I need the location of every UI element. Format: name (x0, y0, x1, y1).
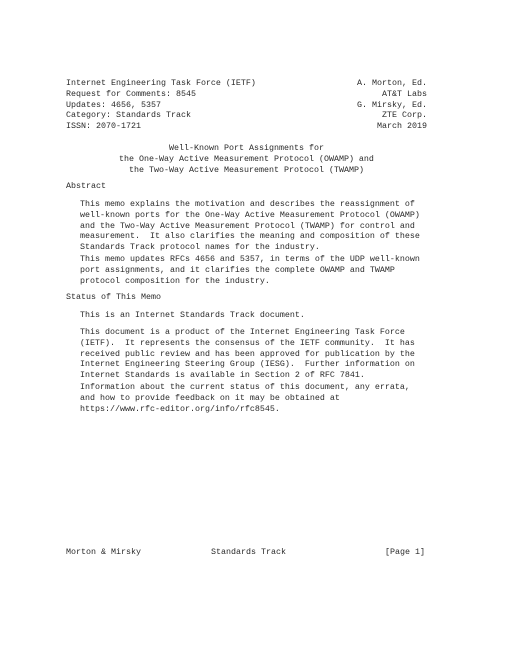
header-row (66, 110, 427, 121)
status-paragraph: Information about the current status of this document, any errata, and how to provide feedback on it may be obtained at https://www.rfc-editor.org/info/rfc8545. (80, 382, 410, 414)
header-rfc-number: Request for Comments: 8545 (66, 88, 196, 99)
header-organization: Internet Engineering Task Force (IETF) (66, 78, 256, 88)
footer-category: Standards Track (211, 547, 286, 557)
header-row (66, 121, 427, 132)
title-line: the One-Way Active Measurement Protocol (OWAMP) and (119, 153, 374, 164)
status-paragraph: This document is a product of the Internet Engineering Task Force (IETF). It represents the consensus of the IETF community. It has received public review and has been approved for publication by the Internet Engineering Steering Group (IESG). Further information on Internet Standards is available in Section 2 of RFC 7841. (80, 327, 415, 381)
header-category: Category: Standards Track (66, 110, 191, 121)
title-line: Well-Known Port Assignments for (169, 143, 324, 153)
header-author-2: G. Mirsky, Ed. (357, 99, 427, 110)
header-updates: Updates: 4656, 5357 (66, 99, 161, 110)
header-row (66, 78, 427, 89)
header-date: March 2019 (377, 121, 427, 132)
header-affiliation-1: AT&T Labs (382, 88, 427, 99)
footer-page-number: [Page 1] (385, 547, 425, 557)
header-row (66, 100, 427, 111)
abstract-paragraph: This memo updates RFCs 4656 and 5357, in terms of the UDP well-known port assignments, and it clarifies the complete OWAMP and TWAMP protocol composition for the industry. (80, 254, 420, 286)
title-line: the Two-Way Active Measurement Protocol (TWAMP) (129, 164, 364, 175)
header-author-1: A. Morton, Ed. (357, 78, 427, 88)
header-row (66, 89, 427, 100)
header-issn: ISSN: 2070-1721 (66, 121, 141, 132)
status-heading: Status of This Memo (66, 292, 161, 302)
header-affiliation-2: ZTE Corp. (382, 110, 427, 121)
abstract-heading: Abstract (66, 181, 106, 191)
footer-authors: Morton & Mirsky (66, 547, 141, 557)
abstract-paragraph: This memo explains the motivation and describes the reassignment of well-known ports for the One-Way Active Measurement Protocol (OWAMP) and the Two-Way Active Measurement Protocol (TWAMP) for control and measurement. It also clarifies the meaning and composition of these Standards Track protocol names for the industry. (80, 199, 420, 253)
status-paragraph: This is an Internet Standards Track document. (80, 310, 305, 320)
